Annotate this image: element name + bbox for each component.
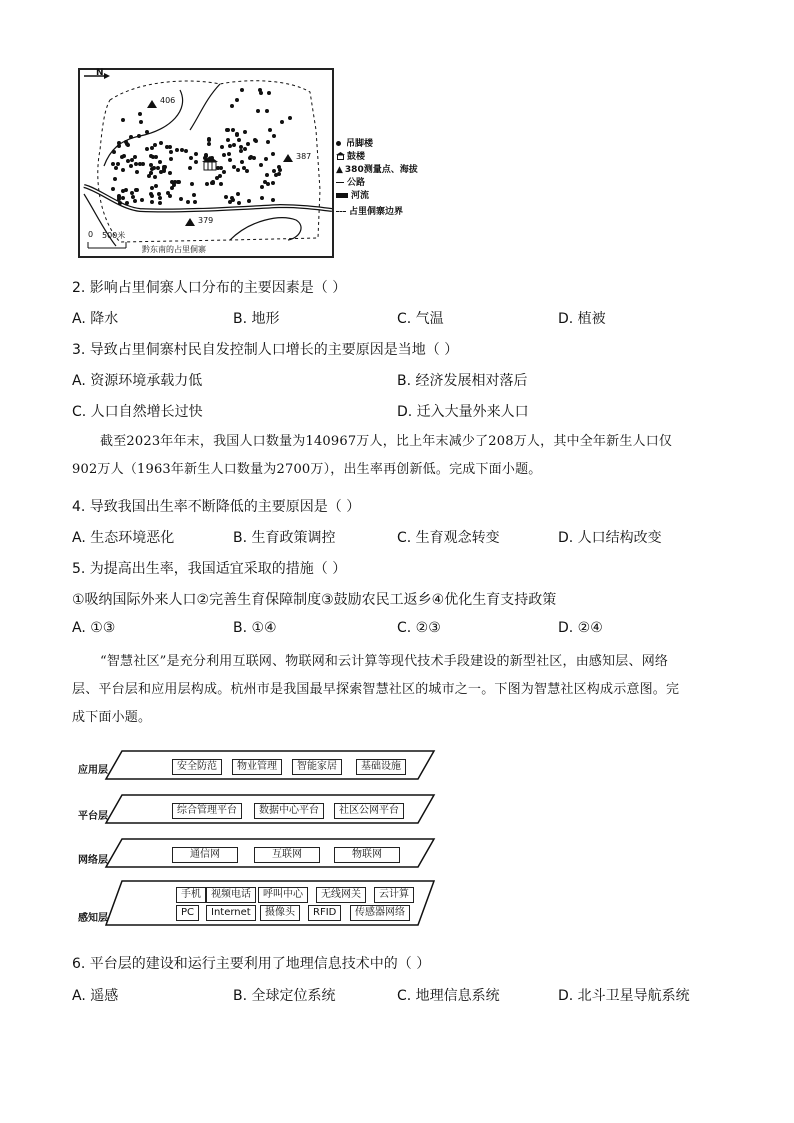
stilt-house-icon xyxy=(116,162,120,166)
stilt-house-icon xyxy=(258,88,262,92)
stilt-house-icon xyxy=(154,184,158,188)
stilt-house-icon xyxy=(211,180,215,184)
legend-item: 公路 xyxy=(336,175,365,188)
stilt-house-icon xyxy=(111,187,115,191)
legend-item: 河流 xyxy=(336,188,369,201)
stilt-house-icon xyxy=(210,156,214,160)
platform-box: 社区公网平台 xyxy=(334,803,404,819)
stilt-house-icon xyxy=(288,116,292,120)
legend-item: 鼓楼 xyxy=(336,149,365,162)
smart-community-diagram xyxy=(72,745,442,933)
peak-379-icon xyxy=(185,218,195,226)
legend-item: ▲ 380测量点、海拔 xyxy=(336,165,418,175)
stilt-house-icon xyxy=(179,197,183,201)
q2-option-a[interactable]: A. 降水 xyxy=(72,311,119,327)
stilt-house-icon xyxy=(111,162,115,166)
stilt-house-icon xyxy=(193,200,197,204)
q5-option-b[interactable]: B. ①④ xyxy=(233,620,277,636)
q4-option-a[interactable]: A. 生态环境恶化 xyxy=(72,530,175,546)
stilt-house-icon xyxy=(228,158,232,162)
stilt-house-icon xyxy=(122,154,126,158)
stilt-house-icon xyxy=(173,180,177,184)
q3-option-a[interactable]: A. 资源环境承载力低 xyxy=(72,373,203,389)
stilt-house-icon xyxy=(236,192,240,196)
layer-label-application: 应用层 xyxy=(78,765,108,776)
stilt-house-icon xyxy=(271,198,275,202)
stilt-house-icon xyxy=(140,198,144,202)
peak-406-icon xyxy=(147,100,157,108)
scale-label: 500米 xyxy=(102,231,126,240)
stilt-house-icon xyxy=(222,153,226,157)
legend-item: 占里侗寨边界 xyxy=(336,204,403,217)
sensing-box: PC xyxy=(176,905,199,921)
stilt-house-icon xyxy=(265,173,269,177)
stilt-house-icon xyxy=(137,134,141,138)
passage-smart-community: “智慧社区”是充分利用互联网、物联网和云计算等现代技术手段建设的新型社区，由感知层、网络 层、平台层和应用层构成。杭州市是我国最早探索智慧社区的城市之一。下图为智慧社区构成示意图。完 成下面小题。 xyxy=(72,654,680,725)
village-map xyxy=(78,68,334,258)
q4-stem: 4. 导致我国出生率不断降低的主要原因是（ ） xyxy=(72,499,361,515)
q4-option-b[interactable]: B. 生育政策调控 xyxy=(233,530,336,546)
app-box: 基础设施 xyxy=(356,759,406,775)
q2-option-b[interactable]: B. 地形 xyxy=(233,311,280,327)
q6-option-c[interactable]: C. 地理信息系统 xyxy=(397,988,500,1004)
stilt-house-icon xyxy=(133,155,137,159)
stilt-house-icon xyxy=(114,166,118,170)
stilt-house-icon xyxy=(272,134,276,138)
sensing-box: 摄像头 xyxy=(260,905,300,921)
q2-option-c[interactable]: C. 气温 xyxy=(397,311,444,327)
stilt-house-icon xyxy=(228,144,232,148)
sensing-box: 手机 xyxy=(176,887,206,903)
stilt-house-icon xyxy=(134,188,138,192)
q5-items: ①吸纳国际外来人口②完善生育保障制度③鼓励农民工返乡④优化生育支持政策 xyxy=(72,592,557,608)
q6-stem: 6. 平台层的建设和运行主要利用了地理信息技术中的（ ） xyxy=(72,956,431,972)
peak-387-icon xyxy=(283,154,293,162)
q5-option-d[interactable]: D. ②④ xyxy=(558,620,603,636)
stilt-house-icon xyxy=(121,196,125,200)
platform-box: 综合管理平台 xyxy=(172,803,242,819)
q6-option-a[interactable]: A. 遥感 xyxy=(72,988,119,1004)
stilt-house-icon xyxy=(246,142,250,146)
app-box: 智能家居 xyxy=(292,759,342,775)
q3-option-d[interactable]: D. 迁入大量外来人口 xyxy=(397,404,529,420)
stilt-house-icon xyxy=(162,169,166,173)
stilt-house-icon xyxy=(149,171,153,175)
stilt-house-icon xyxy=(240,160,244,164)
network-box: 通信网 xyxy=(172,847,238,863)
stilt-house-icon xyxy=(186,200,190,204)
stilt-house-icon xyxy=(192,193,196,197)
stilt-house-icon xyxy=(113,177,117,181)
q2-option-d[interactable]: D. 植被 xyxy=(558,311,606,327)
stilt-house-icon xyxy=(158,196,162,200)
network-box: 互联网 xyxy=(254,847,320,863)
scale-zero: 0 xyxy=(88,230,94,239)
stilt-house-icon xyxy=(235,133,239,137)
stilt-house-icon xyxy=(227,152,231,156)
stilt-house-icon xyxy=(204,153,208,157)
sensing-box: RFID xyxy=(308,905,341,921)
stilt-house-icon xyxy=(220,145,224,149)
q3-option-c[interactable]: C. 人口自然增长过快 xyxy=(72,404,203,420)
stilt-house-icon xyxy=(219,182,223,186)
q6-option-b[interactable]: B. 全球定位系统 xyxy=(233,988,336,1004)
stilt-house-icon xyxy=(226,138,230,142)
stilt-house-icon xyxy=(277,165,281,169)
sensing-box: 无线网关 xyxy=(316,887,366,903)
platform-box: 数据中心平台 xyxy=(254,803,324,819)
q5-option-a[interactable]: A. ①③ xyxy=(72,620,116,636)
stilt-house-icon xyxy=(190,182,194,186)
q4-option-d[interactable]: D. 人口结构改变 xyxy=(558,530,662,546)
stilt-house-icon xyxy=(157,192,161,196)
q5-stem: 5. 为提高出生率，我国适宜采取的措施（ ） xyxy=(72,561,347,577)
drum-tower-icon xyxy=(336,152,345,160)
stilt-house-icon xyxy=(121,118,125,122)
peak-387-label: 387 xyxy=(296,152,312,161)
stilt-house-icon xyxy=(135,170,139,174)
sensing-box: 传感器网络 xyxy=(350,905,410,921)
q4-option-c[interactable]: C. 生育观念转变 xyxy=(397,530,500,546)
q2-stem: 2. 影响占里侗寨人口分布的主要因素是（ ） xyxy=(72,280,347,296)
sensing-box: Internet xyxy=(206,905,256,921)
stilt-house-icon xyxy=(134,162,138,166)
sensing-box: 呼叫中心 xyxy=(258,887,308,903)
sensing-box: 云计算 xyxy=(374,887,414,903)
stilt-house-icon xyxy=(112,150,116,154)
layer-label-network: 网络层 xyxy=(78,855,108,866)
stilt-house-icon xyxy=(139,120,143,124)
stilt-house-icon xyxy=(230,104,234,108)
passage-population: 截至2023年年末，我国人口数量为140967万人，比上年末减少了208万人，其中全年新生人口仅 902万人（1963年新生人口数量为2700万），出生率再创新低。完成下面小题。 xyxy=(72,434,673,477)
peak-406-label: 406 xyxy=(160,96,176,105)
q3-option-b[interactable]: B. 经济发展相对落后 xyxy=(397,373,528,389)
layer-label-sensing: 感知层 xyxy=(78,913,108,924)
stilt-house-icon xyxy=(153,175,157,179)
q3-stem: 3. 导致占里侗寨村民自发控制人口增长的主要原因是当地（ ） xyxy=(72,342,459,358)
stilt-house-icon xyxy=(249,155,253,159)
map-caption: 黔东南的占里侗寨 xyxy=(142,245,206,254)
north-label: N xyxy=(96,68,104,78)
layer-label-platform: 平台层 xyxy=(78,811,108,822)
q6-option-d[interactable]: D. 北斗卫星导航系统 xyxy=(558,988,690,1004)
stilt-house-icon xyxy=(152,166,156,170)
stilt-house-icon xyxy=(129,135,133,139)
stilt-house-icon xyxy=(194,152,198,156)
app-box: 安全防范 xyxy=(172,759,222,775)
stilt-house-icon xyxy=(131,195,135,199)
sensing-box: 视频电话 xyxy=(206,887,256,903)
stilt-house-icon xyxy=(207,137,211,141)
stilt-house-icon xyxy=(245,169,249,173)
stilt-house-icon xyxy=(254,139,258,143)
stilt-house-icon xyxy=(169,150,173,154)
peak-379-label: 379 xyxy=(198,216,214,225)
q5-option-c[interactable]: C. ②③ xyxy=(397,620,441,636)
network-box: 物联网 xyxy=(334,847,400,863)
stilt-house-icon xyxy=(271,181,275,185)
stilt-house-icon xyxy=(237,138,241,142)
stilt-house-icon xyxy=(207,142,211,146)
legend-item: 吊脚楼 xyxy=(336,136,373,149)
stilt-house-icon xyxy=(121,168,125,172)
app-box: 物业管理 xyxy=(232,759,282,775)
stilt-house-icon xyxy=(188,166,192,170)
